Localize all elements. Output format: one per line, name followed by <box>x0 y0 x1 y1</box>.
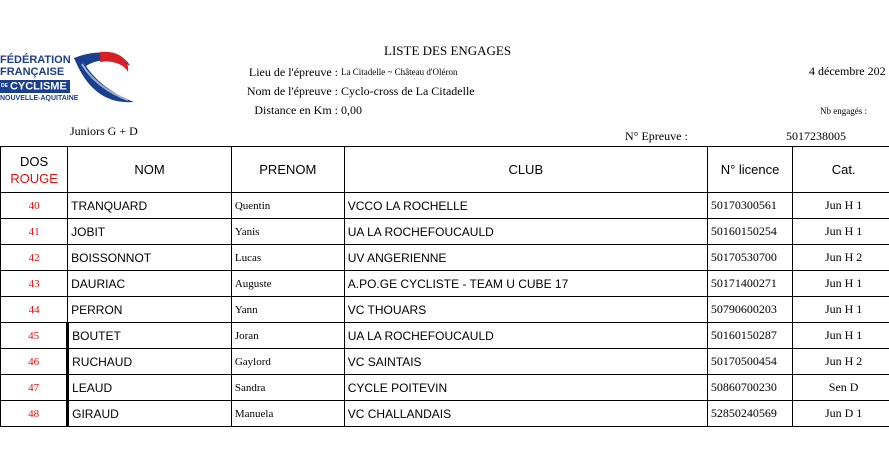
cell-licence: 50160150287 <box>707 323 792 349</box>
cell-prenom: Sandra <box>231 375 344 401</box>
cell-prenom: Lucas <box>231 245 344 271</box>
cell-club: A.PO.GE CYCLISTE - TEAM U CUBE 17 <box>344 271 707 297</box>
cell-dos: 42 <box>1 245 68 271</box>
cell-prenom: Auguste <box>231 271 344 297</box>
cell-cat: Jun H 1 <box>793 193 889 219</box>
distance-label: Distance en Km : <box>254 103 338 117</box>
header-cat: Cat. <box>793 147 889 193</box>
cell-licence: 50170530700 <box>707 245 792 271</box>
category-group: Juniors G + D <box>70 124 138 138</box>
cell-nom: TRANQUARD <box>68 193 232 219</box>
logo-line2: FRANÇAISE <box>0 66 65 78</box>
table-row <box>1 193 889 219</box>
cell-licence: 50170500454 <box>707 349 792 375</box>
cell-prenom: Yann <box>231 297 344 323</box>
cell-nom: BOISSONNOT <box>68 245 232 271</box>
cell-nom: PERRON <box>68 297 232 323</box>
header-prenom: PRENOM <box>231 147 344 193</box>
header-club: CLUB <box>344 147 707 193</box>
cell-dos: 43 <box>1 271 68 297</box>
cell-prenom: Manuela <box>231 401 344 427</box>
document-title: LISTE DES ENGAGES <box>384 43 512 58</box>
cell-nom: LEAUD <box>68 375 232 401</box>
cell-cat: Jun D 1 <box>793 401 889 427</box>
table-row <box>1 349 889 375</box>
table-row <box>1 297 889 323</box>
table-row <box>1 271 889 297</box>
cell-dos: 47 <box>1 375 68 401</box>
header-dos <box>1 147 68 193</box>
cell-nom: GIRAUD <box>68 401 232 427</box>
cell-nom: JOBIT <box>68 219 232 245</box>
lieu-label: Lieu de l'épreuve : <box>248 65 338 79</box>
cell-nom: DAURIAC <box>68 271 232 297</box>
cell-cat: Jun H 1 <box>793 297 889 323</box>
cell-licence: 50860700230 <box>707 375 792 401</box>
cell-prenom: Yanis <box>231 219 344 245</box>
logo-line1: FÉDÉRATION <box>0 54 71 66</box>
cell-dos: 44 <box>1 297 68 323</box>
cell-prenom: Joran <box>231 323 344 349</box>
distance-value: 0,00 <box>341 103 362 117</box>
table-row <box>1 375 889 401</box>
ffc-logo <box>0 48 145 110</box>
logo-line3-prefix: DE <box>1 83 8 89</box>
cell-club: VC THOUARS <box>344 297 707 323</box>
nom-epreuve-label: Nom de l'épreuve : <box>246 84 338 98</box>
cell-cat: Sen D <box>793 375 889 401</box>
cell-licence: 50790600203 <box>707 297 792 323</box>
cell-club: VCCO LA ROCHELLE <box>344 193 707 219</box>
cell-dos: 48 <box>1 401 68 427</box>
header-dos-line2: ROUGE <box>10 170 58 186</box>
header-dos-line1: DOS <box>19 153 49 169</box>
cell-nom: BOUTET <box>68 323 232 349</box>
cell-cat: Jun H 2 <box>793 245 889 271</box>
cell-licence: 50171400271 <box>707 271 792 297</box>
header-nom: NOM <box>68 147 232 193</box>
cell-licence: 52850240569 <box>707 401 792 427</box>
cell-club: VC CHALLANDAIS <box>344 401 707 427</box>
lieu-value: La Citadelle ~ Château d'Oléron <box>341 67 458 77</box>
logo-line3-text: CYCLISME <box>9 80 67 93</box>
header-licence: N° licence <box>707 147 792 193</box>
table-row <box>1 219 889 245</box>
num-epreuve-label: N° Epreuve : <box>625 129 688 143</box>
nb-engages-label: Nb engagés : <box>820 106 867 116</box>
cell-club: UV ANGERIENNE <box>344 245 707 271</box>
cell-dos: 41 <box>1 219 68 245</box>
cell-club: UA LA ROCHEFOUCAULD <box>344 219 707 245</box>
entrants-table <box>0 146 889 427</box>
cell-cat: Jun H 1 <box>793 219 889 245</box>
cell-prenom: Quentin <box>231 193 344 219</box>
event-date: 4 décembre 202 <box>809 64 886 78</box>
cell-licence: 50170300561 <box>707 193 792 219</box>
nom-epreuve-value: Cyclo-cross de La Citadelle <box>341 84 475 98</box>
cell-prenom: Gaylord <box>231 349 344 375</box>
table-header-row <box>1 147 889 193</box>
cell-cat: Jun H 2 <box>793 349 889 375</box>
logo-line4: NOUVELLE-AQUITAINE <box>0 95 79 102</box>
cell-club: CYCLE POITEVIN <box>344 375 707 401</box>
cell-cat: Jun H 1 <box>793 271 889 297</box>
cell-dos: 45 <box>1 323 68 349</box>
ffc-swoosh-icon <box>68 48 144 108</box>
cell-dos: 46 <box>1 349 68 375</box>
cell-nom: RUCHAUD <box>68 349 232 375</box>
table-row <box>1 401 889 427</box>
table-row <box>1 245 889 271</box>
cell-cat: Jun H 1 <box>793 323 889 349</box>
logo-line3 <box>0 80 70 93</box>
table-row <box>1 323 889 349</box>
cell-club: UA LA ROCHEFOUCAULD <box>344 323 707 349</box>
num-epreuve-value: 5017238005 <box>786 129 846 143</box>
cell-dos: 40 <box>1 193 68 219</box>
cell-club: VC SAINTAIS <box>344 349 707 375</box>
cell-licence: 50160150254 <box>707 219 792 245</box>
